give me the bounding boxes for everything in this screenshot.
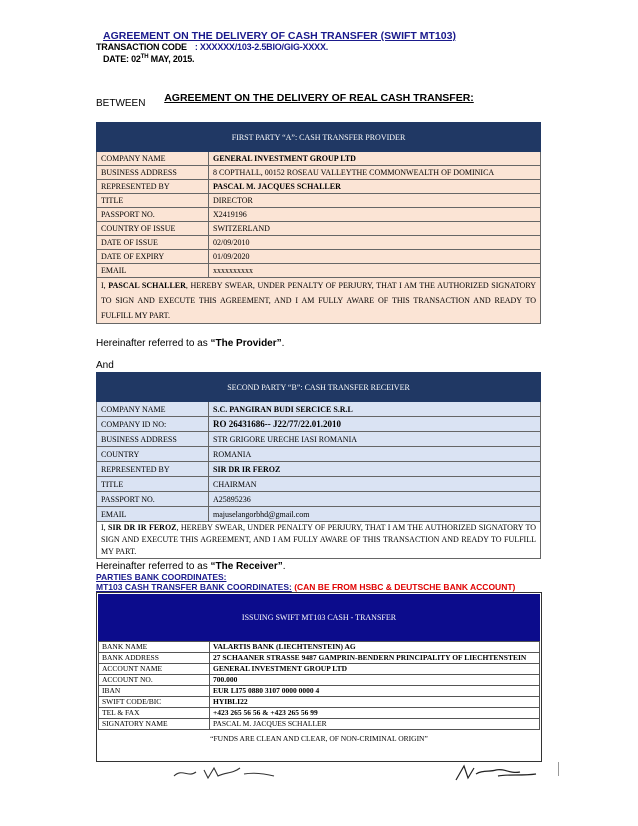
bank-banner: ISSUING SWIFT MT103 CASH - TRANSFER [98,594,540,641]
table-row [97,194,541,208]
field-label: TEL & FAX [99,708,210,719]
table-row [99,675,540,686]
decl-name: PASCAL SCHALLER [108,281,186,290]
field-value: 700.000 [210,675,540,686]
bank-table [98,641,540,730]
decl-pre: I, [101,281,109,290]
field-label: COUNTRY OF ISSUE [97,222,209,236]
table-row [99,697,540,708]
table-row [99,642,540,653]
provider-line [96,338,284,349]
field-label: DATE OF ISSUE [97,236,209,250]
receiver-line-bold: “The Receiver” [210,561,283,572]
decl-name: SIR DR IR FEROZ [108,523,177,532]
field-value: RO 26431686-- J22/77/22.01.2010 [209,417,541,432]
table-row [97,447,541,462]
document-date [103,54,194,64]
field-value: PASCAL M. JACQUES SCHALLER [210,719,540,730]
first-party-declaration [97,278,541,324]
table-row [97,507,541,522]
decl-text: , HEREBY SWEAR, UNDER PENALTY OF PERJURY, THAT I AM THE AUTHORIZED SIGNATORY TO SIGN AND EXECUTE THIS AGREEMENT, AND I AM FULLY AWARE OF THIS TRANSACTION AND READY TO FULFILL MY PART. [101,281,537,320]
field-value: HYIBLI22 [210,697,540,708]
declaration-row [97,278,541,324]
mt103-heading [96,582,515,592]
receiver-line-pre: Hereinafter referred to as [96,561,211,572]
field-value: DIRECTOR [209,194,541,208]
signature-right [450,760,540,784]
field-value: SWITZERLAND [209,222,541,236]
field-label: SIGNATORY NAME [99,719,210,730]
field-value: S.C. PANGIRAN BUDI SERCICE S.R.L [209,402,541,417]
field-label: EMAIL [97,264,209,278]
transaction-code [96,42,328,52]
field-value: +423 265 56 56 & +423 265 56 99 [210,708,540,719]
field-label: PASSPORT NO. [97,492,209,507]
field-label: ACCOUNT NAME [99,664,210,675]
field-label: BANK NAME [99,642,210,653]
second-party-banner-row [97,373,541,402]
and-label: And [96,360,114,371]
field-value: GENERAL INVESTMENT GROUP LTD [209,152,541,166]
field-label: SWIFT CODE/BIC [99,697,210,708]
field-label: COMPANY ID NO: [97,417,209,432]
table-row [97,152,541,166]
field-value: GENERAL INVESTMENT GROUP LTD [210,664,540,675]
field-value: VALARTIS BANK (LIECHTENSTEIN) AG [210,642,540,653]
field-value: EUR LI75 0880 3107 0000 0000 4 [210,686,540,697]
table-row [97,462,541,477]
field-label: IBAN [99,686,210,697]
page-title: AGREEMENT ON THE DELIVERY OF REAL CASH TRANSFER: [164,92,474,104]
table-row [97,236,541,250]
table-row [97,417,541,432]
receiver-line-end: . [282,561,286,572]
field-value: A25895236 [209,492,541,507]
field-label: COMPANY NAME [97,152,209,166]
provider-line-end: . [281,338,285,349]
field-value: X2419196 [209,208,541,222]
table-row [97,180,541,194]
table-row [99,653,540,664]
field-value: 8 COPTHALL, 00152 ROSEAU VALLEYTHE COMMONWEALTH OF DOMINICA [209,166,541,180]
signature-left [170,762,280,784]
date-suffix: MAY, 2015. [148,54,195,64]
between-label: BETWEEN [96,98,146,109]
field-label: COMPANY NAME [97,402,209,417]
field-label: REPRESENTED BY [97,180,209,194]
table-row [99,719,540,730]
field-label: EMAIL [97,507,209,522]
provider-line-pre: Hereinafter referred to as [96,338,211,349]
decl-pre: I, [101,523,109,532]
field-label: TITLE [97,477,209,492]
table-row [97,222,541,236]
mt103-note: (CAN BE FROM HSBC & DEUTSCHE BANK ACCOUNT) [294,582,516,592]
table-row [97,492,541,507]
field-value: xxxxxxxxxx [209,264,541,278]
transaction-code-value: : XXXXXX/103-2.5BIO/GIG-XXXX. [194,42,329,52]
bank-coordinates-box [96,592,542,762]
field-label: ACCOUNT NO. [99,675,210,686]
mt103-label: MT103 CASH TRANSFER BANK COORDINATES: [96,582,292,592]
table-row [97,166,541,180]
field-value: majuselangorbhd@gmail.com [209,507,541,522]
field-label: BUSINESS ADDRESS [97,166,209,180]
funds-statement: “FUNDS ARE CLEAN AND CLEAR, OF NON-CRIMINAL ORIGIN” [210,734,428,743]
decl-text: , HEREBY SWEAR, UNDER PENALTY OF PERJURY, THAT I AM THE AUTHORIZED SIGNATORY TO SIGN AND EXECUTE THIS AGREEMENT, AND I AM FULLY AWARE OF THIS TRANSACTION AND READY TO FULFILL MY PART. [101,523,537,556]
table-row [97,402,541,417]
field-value: SIR DR IR FEROZ [209,462,541,477]
field-value: CHAIRMAN [209,477,541,492]
field-value: STR GRIGORE URECHE IASI ROMANIA [209,432,541,447]
field-value: PASCAL M. JACQUES SCHALLER [209,180,541,194]
date-prefix: DATE: 02 [103,54,141,64]
first-party-banner-row [97,123,541,152]
table-row [97,432,541,447]
field-label: DATE OF EXPIRY [97,250,209,264]
second-party-banner: SECOND PARTY “B”: CASH TRANSFER RECEIVER [97,373,541,402]
provider-line-bold: “The Provider” [210,338,282,349]
document-header-title: AGREEMENT ON THE DELIVERY OF CASH TRANSFER (SWIFT MT103) [103,30,456,42]
first-party-banner: FIRST PARTY “A”: CASH TRANSFER PROVIDER [97,123,541,152]
field-label: BANK ADDRESS [99,653,210,664]
table-row [99,708,540,719]
table-row [97,208,541,222]
margin-mark [558,762,559,776]
receiver-line [96,561,286,572]
table-row [99,664,540,675]
parties-bank-heading: PARTIES BANK COORDINATES: [96,572,227,582]
field-label: TITLE [97,194,209,208]
field-value: 27 SCHAANER STRASSE 9487 GAMPRIN-BENDERN PRINCIPALITY OF LIECHTENSTEIN [210,653,540,664]
field-label: COUNTRY [97,447,209,462]
second-party-table [96,372,541,559]
field-label: REPRESENTED BY [97,462,209,477]
table-row [99,686,540,697]
transaction-code-label: TRANSACTION CODE [96,42,187,52]
first-party-table [96,122,541,324]
field-value: 02/09/2010 [209,236,541,250]
field-label: PASSPORT NO. [97,208,209,222]
field-value: ROMANIA [209,447,541,462]
second-party-declaration [97,522,541,559]
table-row [97,250,541,264]
declaration-row [97,522,541,559]
table-row [97,264,541,278]
table-row [97,477,541,492]
field-value: 01/09/2020 [209,250,541,264]
date-ordinal: TH [140,54,149,60]
field-label: BUSINESS ADDRESS [97,432,209,447]
